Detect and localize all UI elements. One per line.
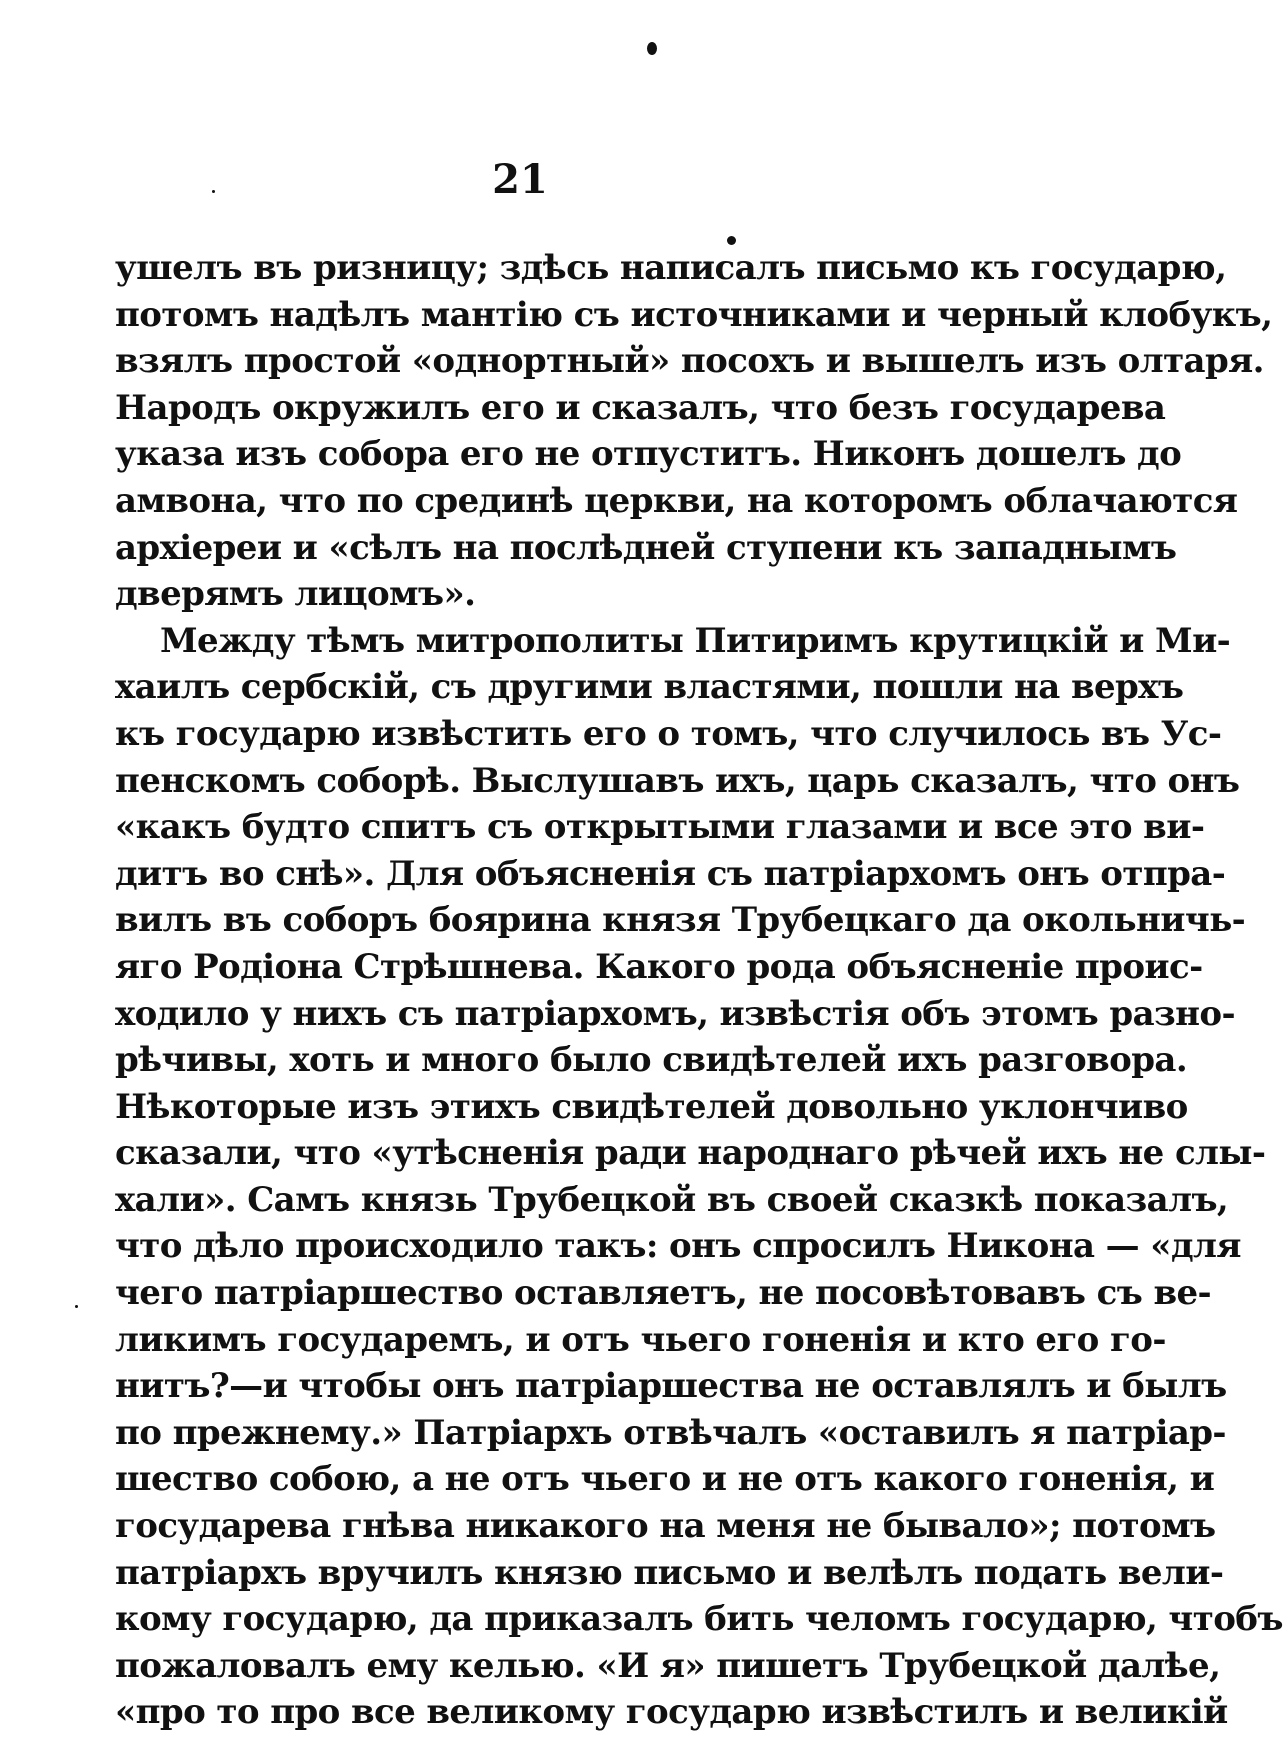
text-line: по прежнему.» Патріархъ отвѣчалъ «оставилъ я патріар- [115, 1412, 1226, 1453]
text-line: дитъ во снѣ». Для объясненія съ патріархомъ онъ отпра- [115, 853, 1226, 894]
paragraph [115, 618, 1283, 1736]
text-line: что дѣло происходило такъ: онъ спросилъ Никона — «для [115, 1226, 1241, 1267]
text-line: пожаловалъ ему келью. «И я» пишетъ Трубецкой далѣе, [115, 1645, 1221, 1686]
text-line: чего патріаршество оставляетъ, не посовѣтовавъ съ ве- [115, 1273, 1212, 1314]
paragraph [115, 245, 1273, 618]
text-line: рѣчивы, хоть и много было свидѣтелей ихъ разговора. [115, 1040, 1188, 1081]
text-line: яго Родіона Стрѣшнева. Какого рода объясненіе проис- [115, 946, 1203, 987]
text-line: вилъ въ соборъ боярина князя Трубецкаго да окольничь- [115, 900, 1246, 941]
body-text [115, 245, 1283, 1736]
text-line: архіереи и «сѣлъ на послѣдней ступени къ западнымъ [115, 527, 1177, 568]
text-line: къ государю извѣстить его о томъ, что случилось въ Ус- [115, 713, 1222, 754]
text-line: Между тѣмъ митрополиты Питиримъ крутицкій и Ми- [160, 620, 1231, 661]
text-line: патріархъ вручилъ князю письмо и велѣлъ подать вели- [115, 1552, 1224, 1593]
text-line: Нѣкоторые изъ этихъ свидѣтелей довольно уклончиво [115, 1086, 1188, 1127]
text-line: «какъ будто спитъ съ открытыми глазами и все это ви- [115, 807, 1205, 848]
text-line: дверямъ лицомъ». [115, 574, 476, 615]
page-number: 21 [492, 156, 548, 203]
text-line: пенскомъ соборѣ. Выслушавъ ихъ, царь сказалъ, что онъ [115, 760, 1240, 801]
ink-speck [647, 42, 657, 55]
text-line: «про то про все великому государю извѣстилъ и великій [115, 1692, 1228, 1733]
text-line: хаилъ сербскій, съ другими властями, пошли на верхъ [115, 667, 1184, 708]
text-line: ушелъ въ ризницу; здѣсь написалъ письмо къ государю, [115, 248, 1227, 288]
text-line: Народъ окружилъ его и сказалъ, что безъ государева [115, 387, 1166, 428]
text-line: указа изъ собора его не отпуститъ. Никонъ дошелъ до [115, 434, 1182, 475]
text-line: ликимъ государемъ, и отъ чьего гоненія и кто его го- [115, 1319, 1166, 1360]
text-line: ходило у нихъ съ патріархомъ, извѣстія объ этомъ разно- [115, 993, 1235, 1034]
ink-speck [75, 1305, 78, 1308]
text-line: сказали, что «утѣсненія ради народнаго рѣчей ихъ не слы- [115, 1133, 1266, 1174]
text-line: нитъ?—и чтобы онъ патріаршества не оставлялъ и былъ [115, 1366, 1227, 1407]
text-line: амвона, что по срединѣ церкви, на которомъ облачаются [115, 480, 1238, 521]
text-line: кому государю, да приказалъ бить челомъ государю, чтобъ [115, 1599, 1283, 1640]
text-line: потомъ надѣлъ мантію съ источниками и черный клобукъ, [115, 294, 1273, 335]
ink-speck [727, 236, 736, 245]
text-line: государева гнѣва никакого на меня не бывало»; потомъ [115, 1506, 1216, 1547]
text-line: хали». Самъ князь Трубецкой въ своей сказкѣ показалъ, [115, 1179, 1229, 1220]
text-line: шество собою, а не отъ чьего и не отъ какого гоненія, и [115, 1459, 1215, 1500]
text-line: взялъ простой «однортный» посохъ и вышелъ изъ олтаря. [115, 341, 1264, 382]
